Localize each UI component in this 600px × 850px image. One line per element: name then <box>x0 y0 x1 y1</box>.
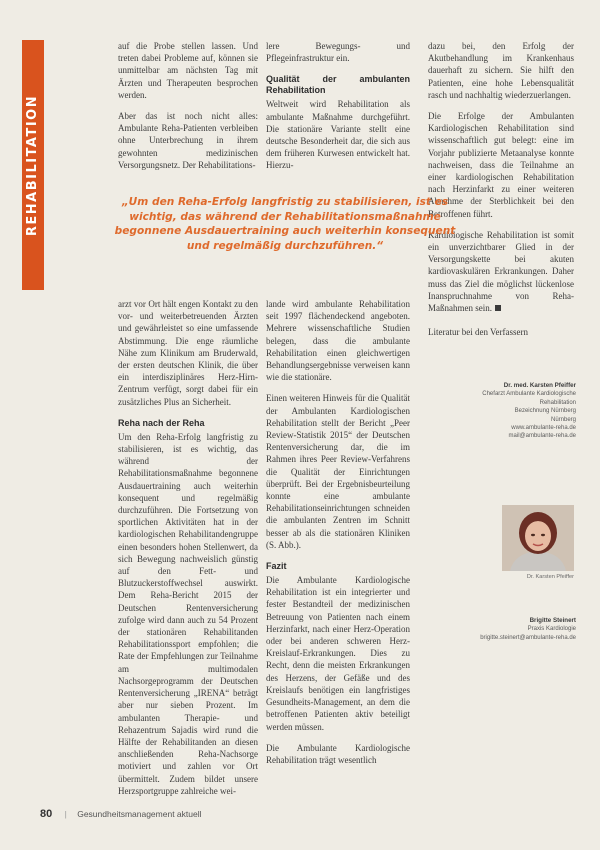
subheading: Fazit <box>266 561 287 572</box>
column-1-top <box>118 40 258 180</box>
paragraph: Die Ambulante Kardiologische Rehabilitation trägt wesentlich <box>266 742 410 765</box>
subheading: Reha nach der Reha <box>118 417 205 428</box>
paragraph: Kardiologische Rehabilitation ist somit ein unverzichtbarer Glied in der Versorgungskette bei akuten kardiovaskulären Erkrankungen. Daher muss das Ziel die möglichst lückenlose Inanspruchnahme von Reha-Maßnahmen sein. <box>428 229 574 314</box>
author-contact-1: Dr. med. Karsten Pfeiffer Chefarzt Ambulante Kardiologische Rehabilitation Bezeichnung Nürnberg Nürnberg www.ambulante-reha.de mail@ambulante-reha.de <box>420 382 576 441</box>
paragraph: lande wird ambulante Rehabilitation seit 1997 flächendeckend angeboten. Mehrere wissenschaftliche Studien belegen, dass die ambulante Rehabilitation einen gleichwertigen Behandlungsergebnisse verweisen kann wie die stationäre. <box>266 299 410 383</box>
column-3 <box>428 40 574 347</box>
column-1-bottom <box>118 298 258 806</box>
paragraph: lere Bewegungs- und Pflegeinfrastruktur ein. <box>266 41 410 64</box>
author-name: Dr. med. Karsten Pfeiffer <box>503 382 576 389</box>
paragraph: Die Erfolge der Ambulanten Kardiologischen Rehabilitation sind wissenschaftlich gut belegt: eine im Vorjahr publizierte Metaanalyse konnte nachweisen, dass die Teilnahme an einer kardiologischen Rehabilitation nach Herzinfarkt zu einer weiteren Abnahme der Sterblichkeit bei den Betroffenen führt. <box>428 111 574 219</box>
column-2-bottom <box>266 298 410 775</box>
portrait-illustration <box>502 505 574 571</box>
author-contact-2: Brigitte Steinert Praxis Kardiologie brigitte.steinert@ambulante-reha.de <box>420 617 576 642</box>
end-mark-icon <box>495 305 501 311</box>
paragraph: Um den Reha-Erfolg langfristig zu stabilisieren, ist es wichtig, das während der Rehabilitationsmaßnahme begonnene Ausdauertraining auch weiterhin konsequent und regelmäßig durchzuführen. Die Fortsetzung von sportlichen Aktivitäten hat in der kardiologischen Rehabilitandengruppe einen besonders hohen Stellenwert, da sich Bewegung nachweislich günstig auf den Fett- und Blutzuckerstoffwechsel auswirkt. Dem Reha-Bericht 2015 der Deutschen Rentenversicherung zufolge wird dann auch zu 54 Prozent der stationären Rehabilitanden Rehabilitationssport empfohlen; die Rate der Empfehlungen zur Teilnahme am multimodalen Nachsorgeprogramm der Deutschen Rentenversicherung „IRENA“ beträgt aber nur sieben Prozent. Im ambulanten Therapie- und Rehazentrum Sajadis wird rund die Hälfte der Rehabilitanden an diesen anschließenden Reha-Nachsorge motiviert und zahlen vor Ort übermittelt. Zudem bildet unsere Herzsportgruppe zahlreiche wei- <box>118 431 258 796</box>
paragraph: Aber das ist noch nicht alles: Ambulante Reha-Patienten verbleiben ohne Unterbrechung in ihrem gewohnten medizinischen Versorgungsnetz. Der Rehabilitations- <box>118 111 258 170</box>
footer-separator: | <box>64 809 67 819</box>
paragraph: Weltweit wird Rehabilitation als ambulante Maßnahme durchgeführt. Die stationäre Variante stellt eine deutsche Besonderheit dar, die sich aus dem früheren Kurwesen entwickelt hat. Hierzu- <box>266 99 410 171</box>
paragraph: auf die Probe stellen lassen. Und treten dabei Probleme auf, können sie unmittelbar am nächsten Tag mit Ärzten und Therapeuten besprochen werden. <box>118 41 258 100</box>
author-name: Brigitte Steinert <box>529 617 576 624</box>
section-label: REHABILITATION <box>25 94 41 236</box>
column-2-top <box>266 40 410 181</box>
references-note: Literatur bei den Verfassern <box>428 327 529 338</box>
paragraph: Die Ambulante Kardiologische Rehabilitation ist ein integrierter und fester Bestandteil der medizinischen Betreuung von Patienten nach einem Herzinfarkt, nach einer Herz-Operation oder bei anderen schweren Herz-Kreislauf-Erkrankungen. Dies zu Recht, denn die meisten Erkrankungen des Herzens, der Gefäße und des Kreislaufs benötigen ein langfristiges Gesundheits-Management, an dem die betroffenen Patienten aktiv beteiligt werden müssen. <box>266 575 410 732</box>
author-portrait-photo <box>502 505 574 571</box>
paragraph: dazu bei, den Erfolg der Akutbehandlung im Krankenhaus dauerhaft zu sichern. Sie hilft den Patienten, eine hohe Lebensqualität rasch und nachhaltig wiederzuerlangen. <box>428 41 574 100</box>
paragraph: arzt vor Ort hält engen Kontakt zu den vor- und weiterbetreuenden Ärzten und gewährleistet so eine umfassende Abstimmung. Die enge räumliche Nähe zum Klinikum am Bruderwald, der ersten deutschen Klinik, die über ein interdisziplinäres Herz-Hirn-Zentrum verfügt, sorgt dabei für ein zusätzliches Plus an Sicherheit. <box>118 299 258 407</box>
paragraph: Einen weiteren Hinweis für die Qualität der Ambulanten Kardiologischen Rehabilitation stellt der Bericht „Peer Review-Statistik 2015“ der Deutschen Rentenversicherung dar, die im Rahmen ihres Peer Review-Verfahrens die Qualität der Einrichtungen überprüft. Bei der Ergebnisbeurteilung konnte eine ambulante Rehabilitationseinrichtungen schneiden die ambulanten Zentren im Schnitt besser ab als die stationären Kliniken (S. Abb.). <box>266 393 410 550</box>
subheading: Qualität der ambulanten Rehabilitation <box>266 74 410 96</box>
pull-quote: „Um den Reha-Erfolg langfristig zu stabilisieren, ist es wichtig, das während der Rehabilitationsmaßnahme begonnene Ausdauertraining auch weiterhin konsequent und regelmäßig durchzuführen.“ <box>114 196 456 252</box>
page-footer <box>40 808 202 820</box>
page-number: 80 <box>40 808 53 820</box>
publication-title: Gesundheitsmanagement aktuell <box>77 809 202 819</box>
photo-caption: Dr. Karsten Pfeiffer <box>526 574 574 580</box>
